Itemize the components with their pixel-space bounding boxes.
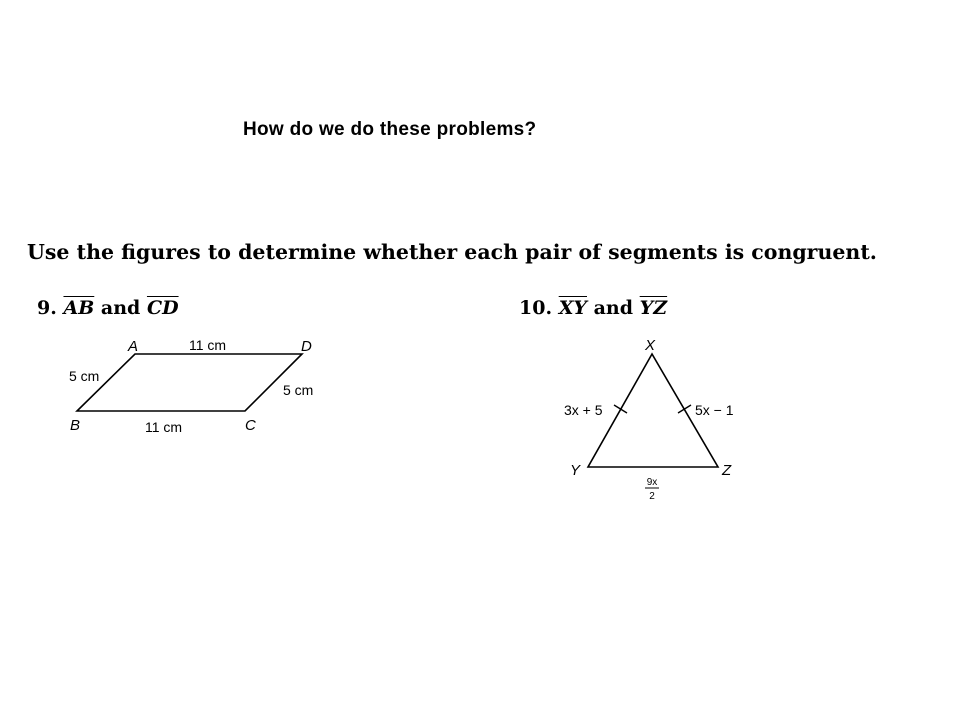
left-tick-mark [614,405,627,413]
instructions-text: Use the figures to determine whether each pair of segments is congruent. [27,240,877,264]
bottom-side-label: 11 cm [145,419,183,435]
problem-10-number: 10. [519,297,553,319]
page-heading: How do we do these problems? [243,119,537,140]
problem-10-conjunction: and [593,297,634,319]
vertex-z-label: Z [722,462,732,479]
problem-9-segment-b: $\overline{CD}$ [146,297,179,319]
problem-9-number: 9. [37,297,57,319]
vertex-a-label: A [128,338,139,355]
bottom-fraction-denominator: 2 [649,491,655,502]
bottom-fraction-numerator: 9x [646,477,658,488]
right-side-label: 5 cm [283,382,314,398]
top-side-label: 11 cm [189,337,227,353]
problem-10-segment-a: $\overline{XY}$ [558,297,587,319]
vertex-c-label: C [245,417,256,434]
right-tick-mark [678,405,691,413]
right-side-expression: 5x − 1 [695,402,734,418]
vertex-x-label: X [645,337,656,354]
left-side-expression: 3x + 5 [564,402,603,418]
problem-9-segment-a: $\overline{AB}$ [63,297,95,319]
problem-10-segment-b: $\overline{YZ}$ [639,297,668,319]
left-side-label: 5 cm [69,368,100,384]
problem-9-conjunction: and [100,297,141,319]
vertex-y-label: Y [570,462,581,479]
vertex-b-label: B [70,417,81,434]
vertex-d-label: D [301,338,312,355]
